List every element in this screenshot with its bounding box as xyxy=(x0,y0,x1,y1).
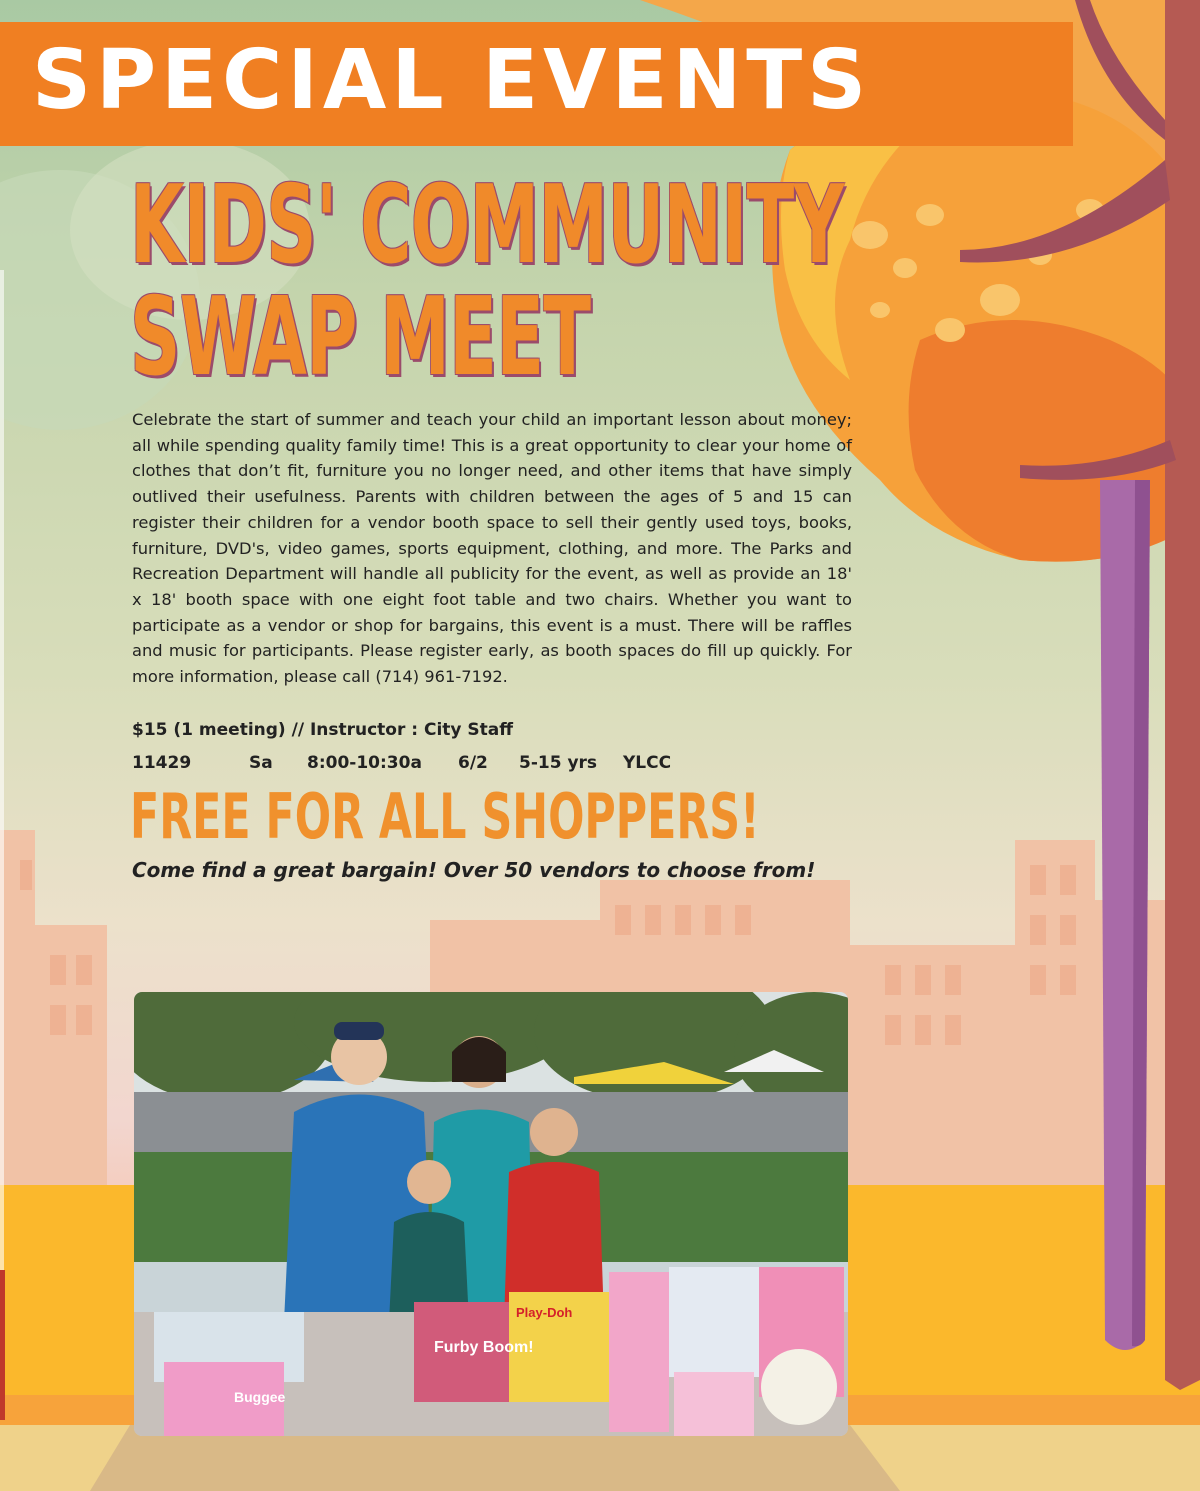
schedule-time: 8:00-10:30a xyxy=(307,753,422,773)
tree-branch xyxy=(1165,0,1200,1390)
schedule-code: 11429 xyxy=(132,753,192,773)
price-instructor-line: $15 (1 meeting) // Instructor : City Staff xyxy=(132,720,514,740)
event-title xyxy=(130,163,844,400)
event-title-line1: KIDS' COMMUNITY xyxy=(130,163,844,288)
furby-box-label: Furby Boom! xyxy=(434,1339,534,1356)
free-headline: FREE FOR ALL SHOPPERS! xyxy=(130,780,760,853)
playdoh-box-label: Play-Doh xyxy=(516,1305,573,1320)
photo-illustration xyxy=(134,992,848,1436)
schedule-day: Sa xyxy=(249,753,273,773)
family-photo xyxy=(134,992,848,1436)
event-title-line2: SWAP MEET xyxy=(130,275,591,400)
schedule-location: YLCC xyxy=(623,753,672,773)
event-tagline: Come find a great bargain! Over 50 vendors to choose from! xyxy=(132,858,816,882)
event-description: Celebrate the start of summer and teach your child an important lesson about money; all while spending quality family time! This is a great opportunity to clear your home of clothes that don’t fit, furniture you no longer need, and other items that have simply outlived their usefulness. Parents with children between the ages of 5 and 15 can register their children for a vendor booth space to sell their gently used toys, books, furniture, DVD's, video games, sports equipment, clothing, and more. The Parks and Recreation Department will handle all publicity for the event, as well as provide an 18' x 18' booth space with one eight foot table and two chairs. Whether you want to participate as a vendor or shop for bargains, this event is a must. There will be raffles and music for participants. Please register early, as booth spaces do fill up quickly. For more information, please call (714) 961-7192. xyxy=(132,410,852,687)
buggee-box-label: Buggee xyxy=(234,1389,286,1405)
schedule-date: 6/2 xyxy=(458,753,488,773)
section-title: SPECIAL EVENTS xyxy=(32,33,872,128)
schedule-ages: 5-15 yrs xyxy=(519,753,598,773)
section-banner xyxy=(0,22,1073,146)
